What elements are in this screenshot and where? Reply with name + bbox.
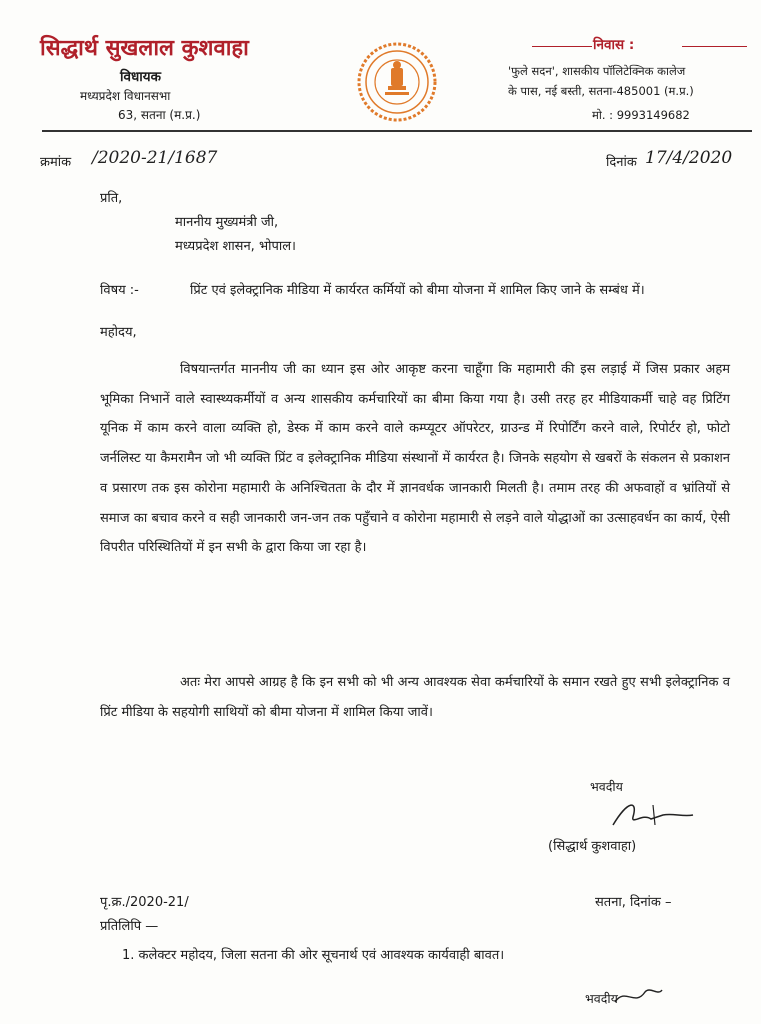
addressee-line-2: मध्यप्रदेश शासन, भोपाल।: [175, 239, 296, 254]
sender-constituency: 63, सतना (म.प्र.): [118, 108, 201, 122]
subject-label: विषय :-: [100, 283, 139, 298]
residence-rule-left: [532, 46, 592, 47]
valediction: भवदीय: [590, 779, 623, 794]
date-label: दिनांक: [606, 155, 637, 170]
copy-valediction: भवदीय: [585, 991, 618, 1006]
sender-assembly: मध्यप्रदेश विधानसभा: [80, 89, 171, 103]
body-paragraph-2: अतः मेरा आपसे आग्रह है कि इन सभी को भी अन्य आवश्यक सेवा कर्मचारियों के समान रखते हुए सभी इलेक्ट्रानिक व प्रिंट मीडिया के सहयोगी साथियों को बीमा योजना में शामिल किया जावें।: [100, 675, 730, 720]
letterhead-divider: [42, 130, 752, 132]
reference-number: /2020-21/1687: [92, 148, 218, 168]
salutation: महोदय,: [100, 325, 137, 340]
addressee-line-1: माननीय मुख्यमंत्री जी,: [175, 215, 279, 230]
letter-date: 17/4/2020: [645, 148, 733, 168]
copy-reference: पृ.क्र./2020-21/: [100, 895, 189, 910]
address-line-1: 'फुले सदन', शासकीय पॉलिटेक्निक कालेज: [508, 64, 686, 78]
residence-rule-right: [682, 46, 747, 47]
body-paragraph-1: विषयान्तर्गत माननीय जी का ध्यान इस ओर आकृष्ट करना चाहूँगा कि महामारी की इस लड़ाई में जिस प्रकार अहम भूमिका निभानें वाले स्वास्थ्यकर्मीयों व अन्य शासकीय कर्मचारियों का बीमा किया गया है। उसी तरह हर मीडियाकर्मी चाहे वह प्रिटिंग यूनिक में काम करने वाला व्यक्ति हो, डेस्क में काम करने वाले कम्प्यूटर ऑपरेटर, ग्राउन्ड में रिपोर्टिंग करने वाले, रिपोर्टर हो, फोटो जर्नलिस्ट या कैमरामैन जो भी व्यक्ति प्रिंट व इलेक्ट्रानिक मीडिया संस्थानों में कार्यरत है। जिनके सहयोग से खबरों के संकलन से प्रकाशन व प्रसारण तक इस कोरोना महामारी के अनिश्चितता के दौर में ज्ञानवर्धक जानकारी मिलती है। तमाम तरह की अफवाहों व भ्रांतियों से समाज का बचाव करने व सही जानकारी जन-जन तक पहुँचाने व कोरोना महामारी से लड़ने वाले योद्धाओं का उत्साहवर्धन का कार्य, ऐसी विपरीत परिस्थितियों में इन सभी के द्वारा किया जा रहा है।: [100, 362, 730, 556]
signature-icon: [593, 795, 703, 835]
subject-text: प्रिंट एवं इलेक्ट्रानिक मीडिया में कार्यरत कर्मियों को बीमा योजना में शामिल किए जाने के सम्बंध में।: [190, 283, 645, 298]
addressee-to: प्रति,: [100, 191, 123, 206]
sender-name: सिद्धार्थ सुखलाल कुशवाहा: [40, 36, 249, 61]
residence-title: निवास :: [593, 37, 635, 53]
sender-role: विधायक: [120, 69, 161, 85]
copy-label: प्रतिलिपि —: [100, 919, 159, 934]
initials-signature-icon: [610, 982, 665, 1012]
copy-item-1: 1. कलेक्टर महोदय, जिला सतना की ओर सूचनार्थ एवं आवश्यक कार्यवाही बावत।: [122, 948, 505, 963]
signatory-name: (सिद्धार्थ कुशवाहा): [548, 839, 637, 854]
copy-place-date: सतना, दिनांक –: [595, 895, 672, 910]
mobile-number: मो. : 9993149682: [592, 108, 690, 122]
address-line-2: के पास, नई बस्ती, सतना-485001 (म.प्र.): [508, 84, 694, 98]
reference-label: क्रमांक: [40, 155, 72, 170]
state-emblem-icon: [355, 40, 439, 124]
